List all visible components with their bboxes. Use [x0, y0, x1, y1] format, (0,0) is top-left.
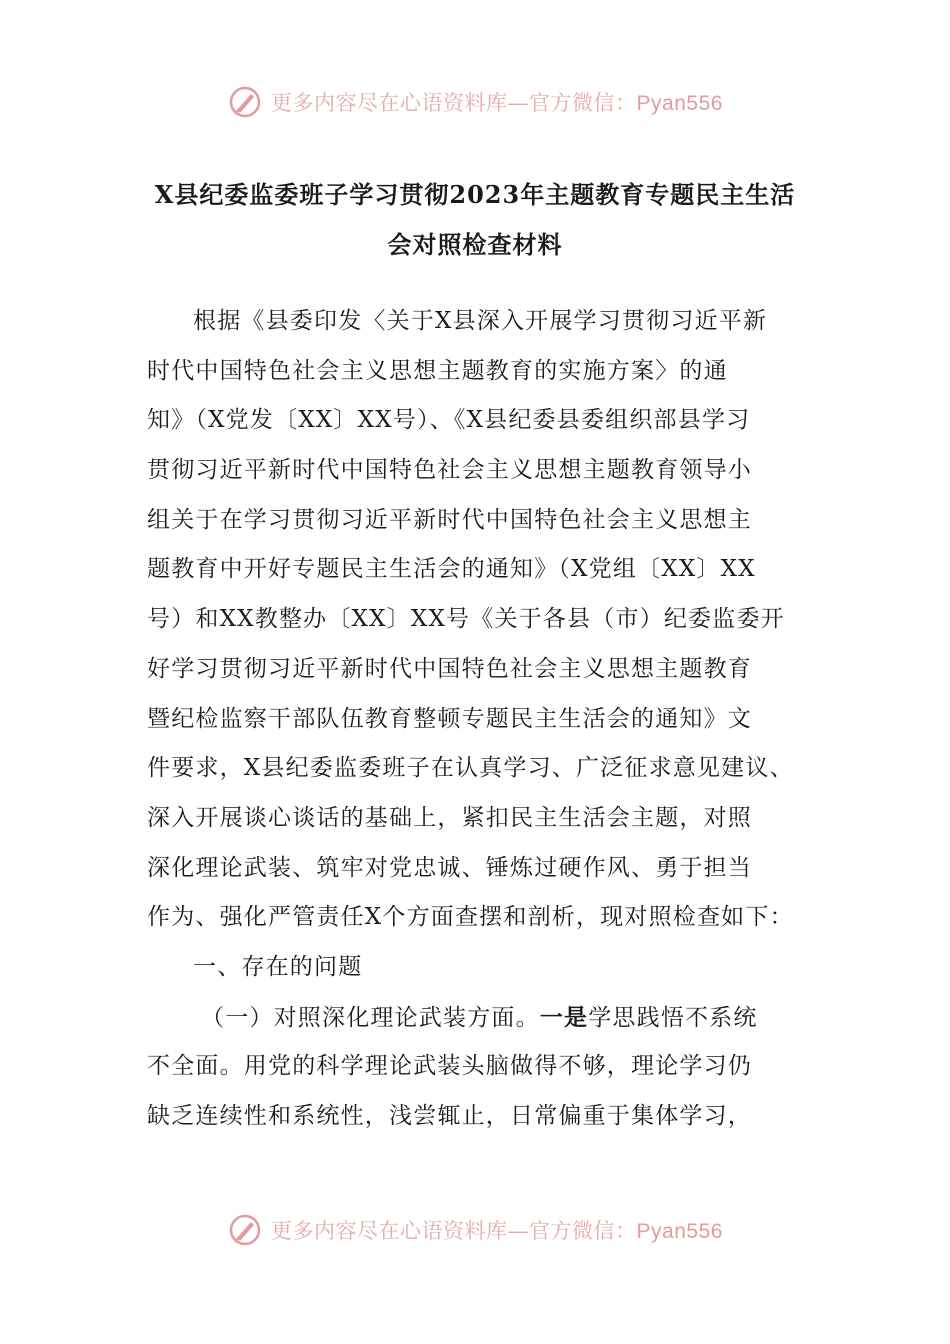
body-line: 组关于在学习贯彻习近平新时代中国特色社会主义思想主 [147, 506, 752, 533]
footer-watermark-banner [0, 1208, 950, 1252]
header-watermark-banner [0, 80, 950, 124]
document-body [147, 297, 827, 1142]
body-line: 深入开展谈心谈话的基础上，紧扣民主生活会主题，对照 [147, 804, 752, 831]
watermark-handle: Pyan556 [636, 92, 723, 115]
subsection-line: （一）对照深化理论武装方面。一是学思践悟不系统 [201, 1003, 758, 1031]
body-line: 根据《县委印发〈关于X县深入开展学习贯彻习近平新 [193, 308, 768, 334]
section-heading: 一、存在的问题 [193, 953, 363, 980]
body-line: 好学习贯彻习近平新时代中国特色社会主义思想主题教育 [147, 655, 752, 682]
document-title [100, 170, 850, 270]
body-line: 不全面。用党的科学理论武装头脑做得不够，理论学习仍 [147, 1053, 752, 1080]
title-line-2: 会对照检查材料 [387, 230, 563, 259]
body-line: 贯彻习近平新时代中国特色社会主义思想主题教育领导小 [147, 457, 752, 484]
body-line: 题教育中开好专题民主生活会的通知》（X党组〔XX〕XX [147, 556, 756, 583]
pen-logo-icon [227, 84, 263, 120]
body-line: 缺乏连续性和系统性，浅尝辄止，日常偏重于集体学习， [147, 1103, 752, 1129]
watermark-text: 更多内容尽在心语资料库—官方微信：Pyan556 [271, 1219, 723, 1243]
body-line: 深化理论武装、筑牢对党忠诚、锤炼过硬作风、勇于担当 [147, 854, 752, 881]
body-line: 暨纪检监察干部队伍教育整顿专题民主生活会的通知》文 [147, 705, 752, 732]
bold-marker: 一是 [539, 1003, 589, 1031]
body-line: 知》（X党发〔XX〕XX号）、《X县纪委县委组织部县学习 [147, 407, 751, 434]
body-line: 作为、强化严管责任X个方面查摆和剖析，现对照检查如下： [147, 904, 794, 931]
watermark-handle: Pyan556 [636, 1220, 723, 1243]
body-line: 号）和XX教整办〔XX〕XX号《关于各县（市）纪委监委开 [147, 606, 785, 633]
body-line: 时代中国特色社会主义思想主题教育的实施方案〉的通 [147, 357, 728, 384]
watermark-text: 更多内容尽在心语资料库—官方微信：Pyan556 [271, 91, 723, 115]
pen-logo-icon [227, 1212, 263, 1248]
title-line-1: X县纪委监委班子学习贯彻2023年主题教育专题民主生活 [154, 180, 796, 209]
body-line: 件要求，X县纪委监委班子在认真学习、广泛征求意见建议、 [147, 755, 794, 782]
